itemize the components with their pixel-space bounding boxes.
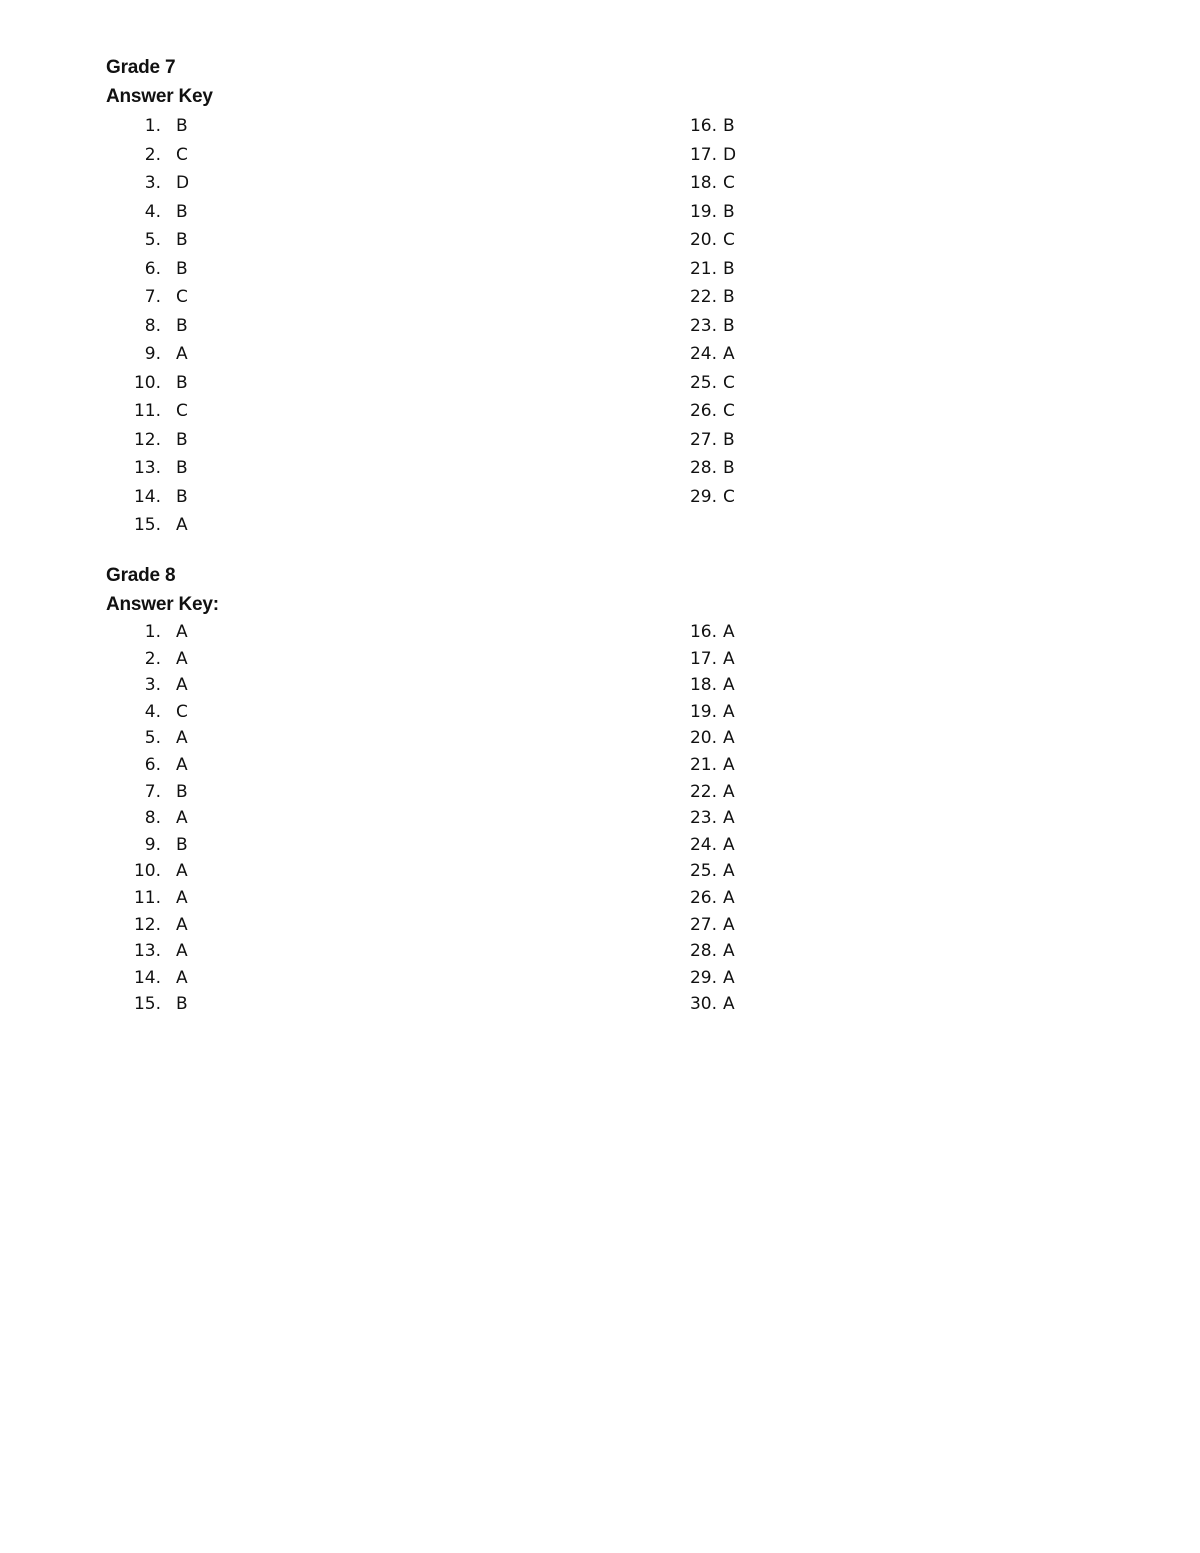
answer-letter: A: [723, 941, 735, 962]
answer-letter: B: [176, 486, 188, 507]
question-number: 23.: [689, 808, 717, 829]
question-number: 5.: [144, 728, 161, 749]
answer-letter: A: [723, 344, 735, 364]
answer-item: [0, 672, 1200, 699]
answer-letter: B: [723, 287, 735, 307]
question-number: 14.: [133, 967, 161, 988]
answer-item: [0, 912, 1200, 939]
question-number: 14.: [133, 486, 161, 507]
answer-item: [0, 483, 1200, 512]
answer-item: [0, 805, 1200, 832]
answer-letter: C: [723, 372, 735, 393]
question-number: 27.: [689, 914, 717, 935]
question-number: 25.: [689, 372, 717, 393]
question-number: 8.: [144, 808, 161, 829]
answer-item: [0, 112, 1200, 141]
question-number: 24.: [689, 344, 717, 364]
answer-item: [0, 312, 1200, 341]
question-number: 12.: [133, 429, 161, 450]
question-number: 10.: [133, 372, 161, 393]
question-number: 4.: [144, 201, 161, 222]
answer-letter: A: [723, 648, 735, 669]
question-number: 7.: [144, 781, 161, 802]
answer-letter: A: [723, 967, 735, 988]
question-number: 19.: [689, 201, 717, 222]
question-number: 28.: [689, 458, 717, 478]
answer-item: [0, 226, 1200, 255]
answer-item: [0, 752, 1200, 779]
question-number: 10.: [133, 861, 161, 882]
question-number: 26.: [689, 887, 717, 908]
answer-letter: A: [176, 941, 188, 962]
answer-letter: A: [723, 887, 735, 908]
question-number: 2.: [144, 144, 161, 165]
answer-letter: A: [723, 754, 735, 775]
question-number: 15.: [133, 515, 161, 535]
question-number: 19.: [689, 701, 717, 722]
answer-letter: D: [176, 173, 190, 193]
answer-letter: B: [176, 230, 188, 250]
answer-letter: A: [176, 967, 188, 988]
question-number: 16.: [689, 622, 717, 642]
answer-letter: C: [176, 401, 188, 421]
answer-item: [0, 779, 1200, 806]
answer-letter: B: [176, 781, 188, 802]
question-number: 20.: [689, 728, 717, 749]
question-number: 29.: [689, 486, 717, 507]
answer-letter: A: [723, 728, 735, 749]
answer-item: [0, 369, 1200, 398]
answer-letter: C: [723, 230, 735, 250]
question-number: 9.: [144, 344, 161, 364]
answer-letter: A: [723, 994, 735, 1015]
answer-item: [0, 255, 1200, 284]
answer-letter: A: [723, 914, 735, 935]
answer-item: [0, 454, 1200, 483]
answer-letter: B: [176, 372, 188, 393]
answer-item: [0, 699, 1200, 726]
question-number: 3.: [144, 675, 161, 696]
answer-letter: A: [176, 861, 188, 882]
answer-letter: A: [176, 887, 188, 908]
question-number: 12.: [133, 914, 161, 935]
question-number: 21.: [689, 258, 717, 279]
answer-letter: C: [176, 701, 188, 722]
question-number: 13.: [133, 941, 161, 962]
answer-item: [0, 169, 1200, 198]
answer-letter: B: [176, 429, 188, 450]
question-number: 20.: [689, 230, 717, 250]
question-number: 17.: [689, 648, 717, 669]
answer-letter: C: [723, 173, 735, 193]
answer-item: [0, 725, 1200, 752]
answer-letter: B: [723, 201, 735, 222]
answer-letter: B: [723, 258, 735, 279]
answer-letter: A: [723, 781, 735, 802]
question-number: 7.: [144, 287, 161, 307]
answer-item: [0, 397, 1200, 426]
question-number: 18.: [689, 675, 717, 696]
answer-item: [0, 426, 1200, 455]
answer-letter: B: [723, 315, 735, 336]
answer-list-right: [0, 619, 1200, 1018]
answer-letter: B: [176, 994, 188, 1015]
question-number: 6.: [144, 258, 161, 279]
answer-item: [0, 832, 1200, 859]
answer-letter: A: [176, 515, 188, 535]
question-number: 15.: [133, 994, 161, 1015]
answer-letter: D: [723, 144, 737, 165]
answer-letter: B: [723, 429, 735, 450]
answer-key-heading: Answer Key:: [106, 594, 219, 615]
answer-letter: A: [176, 728, 188, 749]
question-number: 17.: [689, 144, 717, 165]
answer-letter: B: [176, 116, 188, 136]
question-number: 11.: [133, 401, 161, 421]
answer-letter: B: [176, 834, 188, 855]
answer-item: [0, 511, 1200, 540]
answer-letter: A: [176, 914, 188, 935]
answer-letter: C: [723, 401, 735, 421]
question-number: 9.: [144, 834, 161, 855]
answer-letter: A: [176, 622, 188, 642]
answer-letter: A: [723, 622, 735, 642]
question-number: 2.: [144, 648, 161, 669]
question-number: 1.: [144, 622, 161, 642]
question-number: 8.: [144, 315, 161, 336]
answer-letter: A: [176, 344, 188, 364]
answer-letter: A: [176, 648, 188, 669]
answer-letter: C: [176, 144, 188, 165]
answer-letter: B: [723, 458, 735, 478]
answer-item: [0, 991, 1200, 1018]
answer-item: [0, 619, 1200, 646]
answer-letter: A: [723, 834, 735, 855]
answer-letter: A: [176, 808, 188, 829]
question-number: 6.: [144, 754, 161, 775]
question-number: 24.: [689, 834, 717, 855]
question-number: 1.: [144, 116, 161, 136]
question-number: 29.: [689, 967, 717, 988]
question-number: 26.: [689, 401, 717, 421]
answer-item: [0, 858, 1200, 885]
answer-letter: B: [723, 116, 735, 136]
answer-letter: B: [176, 458, 188, 478]
answer-letter: C: [723, 486, 735, 507]
answer-item: [0, 965, 1200, 992]
answer-letter: A: [723, 808, 735, 829]
section-title: Grade 7: [106, 57, 176, 78]
answer-letter: A: [723, 861, 735, 882]
question-number: 18.: [689, 173, 717, 193]
question-number: 16.: [689, 116, 717, 136]
answer-item: [0, 885, 1200, 912]
answer-letter: A: [723, 675, 735, 696]
answer-letter: B: [176, 258, 188, 279]
section-title: Grade 8: [106, 565, 176, 586]
answer-letter: A: [176, 675, 188, 696]
answer-item: [0, 938, 1200, 965]
answer-letter: C: [176, 287, 188, 307]
answer-letter: B: [176, 201, 188, 222]
question-number: 4.: [144, 701, 161, 722]
question-number: 3.: [144, 173, 161, 193]
answer-letter: B: [176, 315, 188, 336]
question-number: 30.: [689, 994, 717, 1015]
question-number: 5.: [144, 230, 161, 250]
answer-list-right: [0, 112, 1200, 511]
question-number: 25.: [689, 861, 717, 882]
question-number: 11.: [133, 887, 161, 908]
question-number: 22.: [689, 287, 717, 307]
question-number: 13.: [133, 458, 161, 478]
answer-letter: A: [723, 701, 735, 722]
question-number: 22.: [689, 781, 717, 802]
answer-item: [0, 141, 1200, 170]
question-number: 27.: [689, 429, 717, 450]
question-number: 28.: [689, 941, 717, 962]
question-number: 23.: [689, 315, 717, 336]
answer-letter: A: [176, 754, 188, 775]
answer-item: [0, 646, 1200, 673]
answer-key-heading: Answer Key: [106, 86, 213, 107]
answer-item: [0, 340, 1200, 369]
answer-item: [0, 283, 1200, 312]
answer-item: [0, 198, 1200, 227]
question-number: 21.: [689, 754, 717, 775]
